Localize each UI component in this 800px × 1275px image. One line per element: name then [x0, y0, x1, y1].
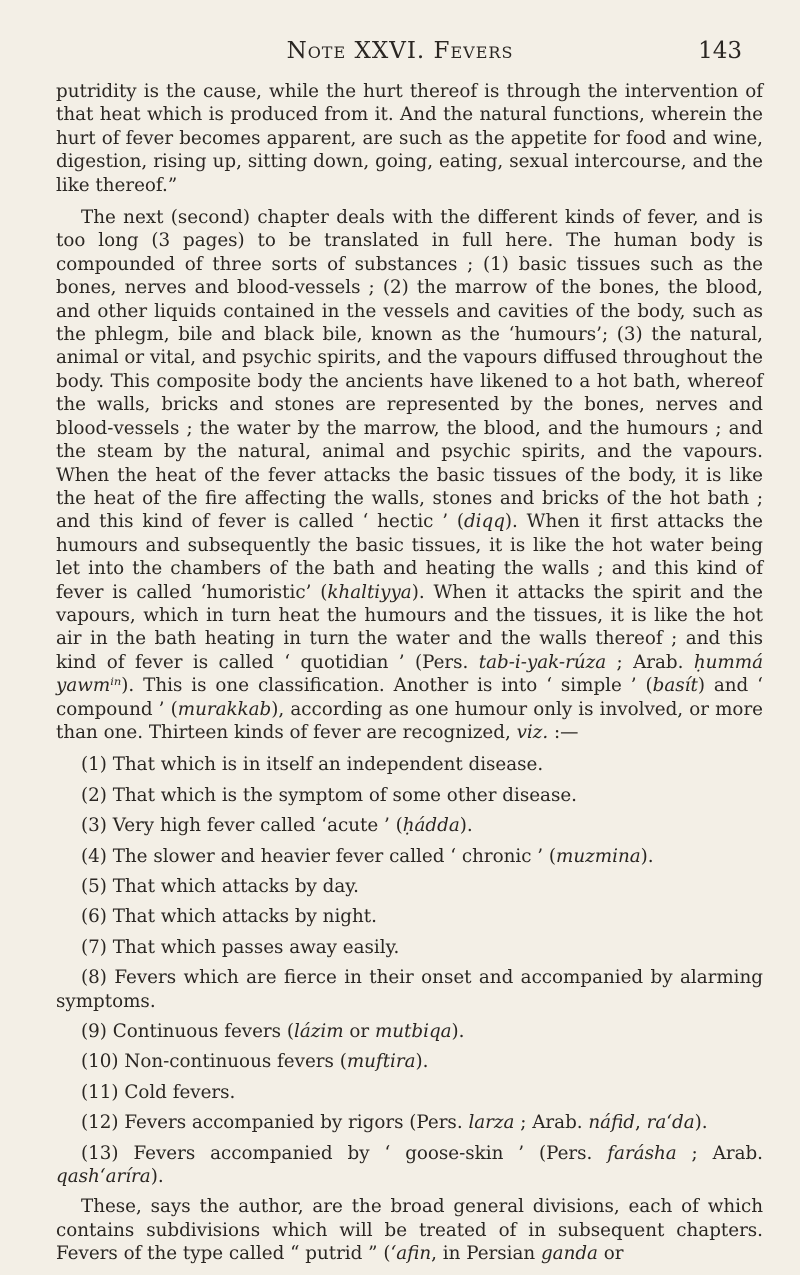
- text-run: or: [597, 1243, 624, 1265]
- item-number: (10): [81, 1051, 119, 1073]
- text-run: :—: [548, 721, 579, 743]
- paragraph-1-text: putridity is the cause, while the hurt thereof is through the intervention of that heat which is produced from it. And the natural functions, wherein the hurt of fever becomes apparent, are such as the appetite for food and wine, digestion, rising up, sitting down, going, eating, sexual intercourse, and the like thereof.”: [56, 81, 763, 196]
- item-text: ).: [640, 845, 654, 867]
- term-humma-yawm: ḥummá yawmⁱⁿ: [56, 651, 763, 697]
- text-run: ) and ‘ compound ’ (: [56, 675, 763, 720]
- item-text: Very high fever called ‘acute ’ (: [112, 815, 403, 837]
- item-text: or: [343, 1021, 375, 1043]
- running-title: Note XXVI. Fevers: [286, 38, 514, 64]
- item-number: (8): [81, 967, 107, 989]
- list-item: [56, 814, 763, 837]
- text-run: The next (second) chapter deals with the different kinds of fever, and is too long (3 pages) to be translated in full here. The human body is compounded of three sorts of substances ; (1) basic tissues such as the bones, nerves and blood-vessels ; (2) the marrow of the bones, the blood, and other liquids contained in the vessels and cavities of the body, such as the phlegm, bile and black bile, known as the ‘humours’; (3) the natural, animal or vital, and psychic spirits, and the vapours diffused throughout the body. This composite body the ancients have likened to a hot bath, whereof the walls, bricks and stones are represented by the bones, nerves and blood-vessels ; the water by the marrow, the blood, and the humours ; and the steam by the natural, animal and psychic spirits, and the vapours. When the heat of the fever attacks the basic tissues of the body, it is like the heat of the fire affecting the walls, stones and bricks of the hot bath ; and this kind of fever is called ‘ hectic ’ (: [56, 207, 763, 533]
- term: náfid: [588, 1112, 635, 1134]
- item-text: Continuous fevers (: [112, 1021, 294, 1043]
- list-item: [56, 1050, 763, 1073]
- list-item: [56, 1081, 763, 1104]
- item-number: (1): [81, 754, 107, 776]
- list-item: [56, 845, 763, 868]
- item-text: That which attacks by day.: [112, 876, 359, 897]
- term: muzmina: [556, 845, 641, 867]
- item-number: (9): [81, 1021, 107, 1043]
- item-number: (5): [81, 876, 107, 897]
- list-item: [56, 875, 763, 898]
- term: ra‘da: [646, 1112, 695, 1134]
- list-item: [56, 936, 763, 959]
- item-number: (13): [81, 1142, 119, 1164]
- item-text: ; Arab.: [514, 1112, 589, 1134]
- text-run: ; Arab.: [606, 651, 694, 673]
- item-text: Fevers accompanied by ‘ goose-skin ’ (Pers.: [133, 1142, 608, 1164]
- list-item: [56, 905, 763, 928]
- item-text: ).: [415, 1051, 429, 1073]
- item-text: That which passes away easily.: [112, 936, 400, 958]
- item-number: (12): [81, 1112, 119, 1134]
- item-text: That which is the symptom of some other disease.: [112, 784, 577, 806]
- item-text: ).: [459, 815, 473, 837]
- item-text: ).: [451, 1021, 465, 1043]
- paragraph-2: [56, 206, 763, 744]
- term-murakkab: murakkab: [177, 698, 272, 720]
- term-tab-i-yak-ruza: tab-i-yak-rúza: [478, 651, 607, 673]
- item-text: ).: [694, 1112, 708, 1134]
- text-run: ), according as one humour only is involved, or more than one. Thirteen kinds of fever are recognized,: [56, 698, 763, 743]
- term-viz: viz.: [516, 721, 549, 743]
- list-item: [56, 784, 763, 807]
- item-text: Non-continuous fevers (: [124, 1051, 347, 1073]
- term: ḥádda: [402, 815, 460, 837]
- item-number: (2): [81, 784, 107, 806]
- paragraph-1: [56, 80, 763, 197]
- item-text: Cold fevers.: [124, 1081, 236, 1103]
- list-item: [56, 1111, 763, 1134]
- term: farásha: [607, 1142, 677, 1164]
- list-item: [56, 753, 763, 776]
- item-text: Fevers which are fierce in their onset and accompanied by alarming symptoms.: [56, 967, 764, 1012]
- item-text: That which is in itself an independent disease.: [112, 754, 544, 776]
- item-number: (7): [81, 936, 107, 958]
- item-text: That which attacks by night.: [112, 906, 377, 928]
- term-diqq: diqq: [463, 511, 505, 533]
- item-number: (3): [81, 815, 107, 837]
- term: qash‘aríra: [56, 1166, 151, 1188]
- item-number: (4): [81, 845, 107, 867]
- text-run: These, says the author, are the broad general divisions, each of which contains subdivisions which will be treated of in subsequent chapters. Fevers of the type called “ putrid ” (: [56, 1196, 763, 1265]
- term: muftira: [346, 1051, 416, 1073]
- text-run: , in Persian: [431, 1243, 541, 1265]
- term-basit: basít: [652, 675, 698, 697]
- body-text: [56, 80, 763, 1275]
- item-text: ; Arab.: [676, 1142, 763, 1164]
- item-text: The slower and heavier fever called ‘ chronic ’ (: [112, 845, 557, 867]
- item-text: Fevers accompanied by rigors (Pers.: [124, 1112, 469, 1134]
- page-header: [0, 32, 800, 72]
- item-number: (6): [81, 906, 107, 928]
- term-khaltiyya: khaltiyya: [327, 581, 412, 603]
- item-text: ,: [634, 1112, 647, 1134]
- term-afin: ‘afin: [390, 1243, 432, 1265]
- paragraph-3: [56, 1195, 763, 1265]
- text-run: ). When it first attacks the humours and subsequently the basic tissues, it is like the hot water being let into the chambers of the bath and heating the walls ; and this kind of fever is called ‘humoristic’ (: [56, 511, 763, 603]
- fever-kinds-list: [56, 753, 763, 1188]
- term: lázim: [294, 1021, 344, 1043]
- term-ganda: ganda: [540, 1243, 598, 1265]
- text-run: ). This is one classification. Another is into ‘ simple ’ (: [121, 675, 653, 697]
- term: mutbiqa: [374, 1021, 452, 1043]
- item-number: (11): [81, 1081, 119, 1103]
- page-number: 143: [698, 38, 742, 64]
- item-text: ).: [150, 1166, 164, 1188]
- term: larza: [468, 1112, 515, 1134]
- list-item: [56, 966, 763, 1013]
- text-run: ). When it attacks the spirit and the vapours, which in turn heat the humours and the tissues, it is like the hot air in the bath heating in turn the water and the walls thereof ; and this kind of fever is called ‘ quotidian ’ (Pers.: [56, 581, 764, 673]
- list-item: [56, 1142, 763, 1189]
- list-item: [56, 1020, 763, 1043]
